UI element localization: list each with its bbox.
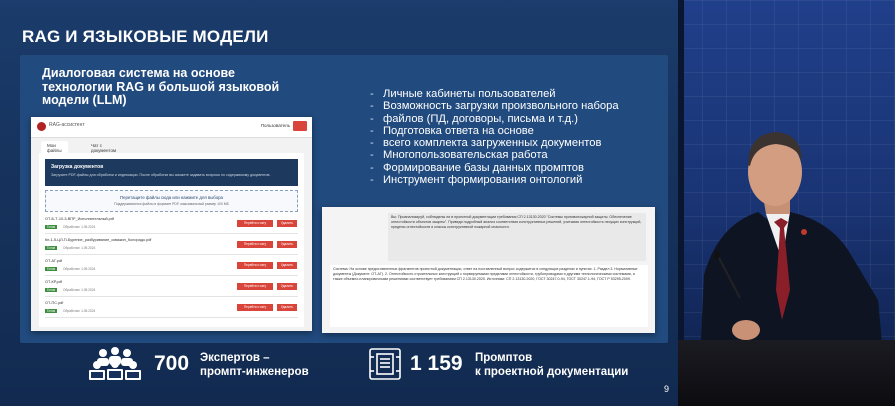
file-row	[45, 258, 298, 276]
list-item: - Формирование базы данных промптов	[370, 162, 619, 174]
delete-button[interactable]: Удалить	[277, 262, 297, 269]
upload-banner	[45, 159, 298, 186]
prompts-label-line1: Промптов	[475, 352, 533, 364]
list-item: - всего комплекта загруженных документов	[370, 137, 619, 149]
status-badge: Готов	[47, 246, 56, 250]
open-chat-button[interactable]: Перейти к чату	[237, 220, 273, 227]
file-row	[45, 216, 298, 234]
experts-count: 700	[154, 352, 190, 375]
file-name: ОТ-Б-Т-10-3-ВПР_Исполнительный.pdf	[45, 217, 114, 221]
status-badge: Готов	[47, 267, 56, 271]
file-date: Обработан: 1.05.2024	[63, 267, 96, 271]
list-item: - Подготовка ответа на основе	[370, 125, 619, 137]
dropzone-text: Перетащите файлы сюда или нажмите для выбора	[120, 195, 223, 200]
file-row	[45, 279, 298, 297]
list-item: - Многопользовательская работа	[370, 149, 619, 161]
upload-title: Загрузка документов	[51, 164, 104, 170]
open-chat-button[interactable]: Перейти к чату	[237, 304, 273, 311]
user-question: Вы: Проанализируй, соблюдены ли в проектной документации требования СП 2.13130.2020 "Системы противопожарной защиты. Обеспечение огнестойкости объектов защиты". Приведи подробный анализ соответствия конструктивных решений, учитывая огнестойкость несущих конструкций, пределы огнестойкости и классы конструктивной пожарной опасности.	[388, 213, 646, 261]
file-name: ОТ-ПС.pdf	[45, 301, 64, 305]
status-badge: Готов	[47, 225, 56, 229]
list-item: - Инструмент формирования онтологий	[370, 174, 619, 186]
file-name: ОТ-АГ.pdf	[45, 259, 62, 263]
rag-app-screenshot	[31, 117, 312, 331]
speaker-video	[678, 0, 895, 406]
experts-label-line1: Экспертов –	[200, 352, 270, 364]
app-name: RAG-ассистент	[49, 122, 85, 128]
file-date: Обработан: 1.05.2024	[63, 309, 96, 313]
file-dropzone[interactable]	[45, 190, 298, 212]
page-number: 9	[664, 384, 670, 394]
delete-button[interactable]: Удалить	[277, 304, 297, 311]
people-at-computers-icon	[86, 346, 144, 382]
delete-button[interactable]: Удалить	[277, 283, 297, 290]
document-icon	[368, 347, 402, 381]
app-header	[31, 117, 312, 138]
prompts-label-line2: к проектной документации	[475, 366, 629, 378]
system-answer: Система: На основе предоставленных фрагментов проектной документации, ответ на поставленный вопрос содержится в следующих разделах и пунктах: 1. Раздел 3. Нормативные документы (Документ: ОТ-АГ). 2. Огнестойкость строительных конструкций с нормируемыми пределами огнестойкости, трубопроводами и другими технологическими системами, а также объемно-планировочными решениями соответствует требованиям СП 2.13130.2020. Источники: СП 2.13130.2020, ГОСТ 30247.0-94, ГОСТ 30247.1-94, ГОСТ Р 53295-2009.	[330, 265, 648, 327]
tab-document-chat[interactable]: Чат с документом	[91, 143, 117, 153]
upload-description: Загрузите PDF-файлы для обработки и индексации. После обработки вы сможете задавать вопросы по содержимому документов.	[51, 173, 271, 177]
file-name: ОТ-КР.pdf	[45, 280, 62, 284]
file-name: Кп-1-5-ЦЛ-П-Бурение_разбуривание_скважин_Колорадо.pdf	[45, 238, 152, 242]
app-user-label: Пользователь	[260, 123, 290, 128]
tab-my-files[interactable]: Мои файлы	[41, 141, 68, 155]
list-item: - файлов (ПД, договоры, письма и т.д.)	[370, 113, 619, 125]
slide-title: RAG И ЯЗЫКОВЫЕ МОДЕЛИ	[22, 27, 269, 46]
open-chat-button[interactable]: Перейти к чату	[237, 283, 273, 290]
logout-button[interactable]	[293, 121, 307, 131]
open-chat-button[interactable]: Перейти к чату	[237, 241, 273, 248]
file-row	[45, 237, 298, 255]
dropzone-subtext: Поддерживаются файлы в формате PDF, максимальный размер 100 МБ	[114, 202, 229, 206]
status-badge: Готов	[47, 309, 56, 313]
prompt-doc-screenshot	[322, 207, 655, 333]
feature-list	[370, 88, 619, 186]
status-badge: Готов	[47, 288, 56, 292]
experts-label-line2: промпт-инженеров	[200, 366, 309, 378]
list-item: - Возможность загрузки произвольного набора	[370, 100, 619, 112]
delete-button[interactable]: Удалить	[277, 220, 297, 227]
open-chat-button[interactable]: Перейти к чату	[237, 262, 273, 269]
file-row	[45, 300, 298, 318]
file-date: Обработан: 1.05.2024	[63, 246, 96, 250]
files-card	[39, 153, 304, 327]
app-logo-icon	[37, 122, 46, 131]
prompts-count: 1 159	[410, 352, 463, 375]
slide-subtitle: Диалоговая система на основе технологии RAG и большой языковой модели (LLM)	[42, 66, 280, 107]
file-date: Обработан: 1.05.2024	[63, 288, 96, 292]
delete-button[interactable]: Удалить	[277, 241, 297, 248]
file-date: Обработан: 1.05.2024	[63, 225, 96, 229]
list-item: - Личные кабинеты пользователей	[370, 88, 619, 100]
desk	[678, 340, 895, 406]
